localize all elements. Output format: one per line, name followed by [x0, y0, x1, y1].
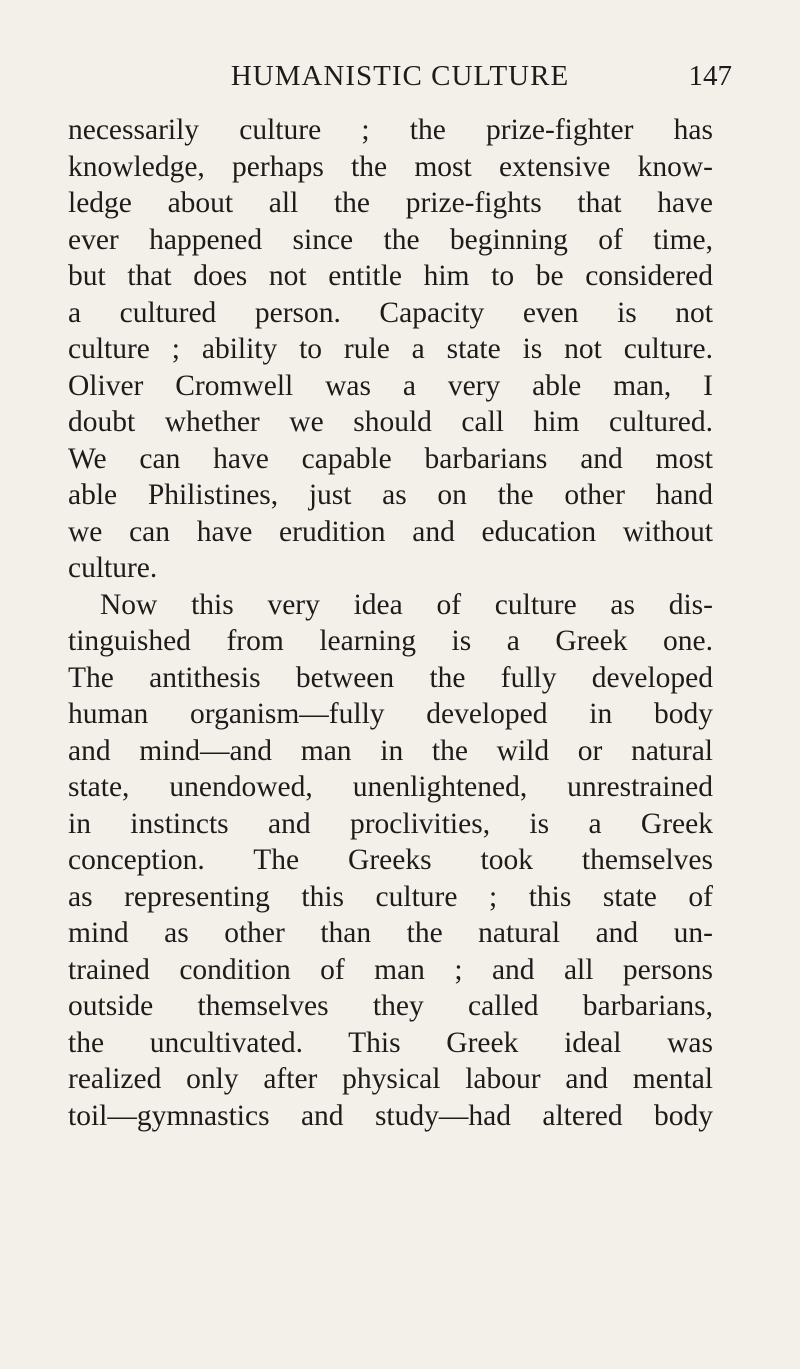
text-line: trained condition of man ; and all persons	[68, 953, 713, 986]
text-line: tinguished from learning is a Greek one.	[68, 625, 713, 657]
text-line: ledge about all the prize-fights that have	[68, 187, 713, 219]
paragraph-end-line: culture.	[68, 552, 158, 584]
text-line: mind as other than the natural and un-	[68, 917, 713, 949]
paragraph-start-line: Now this very idea of culture as dis-	[100, 588, 713, 621]
text-line: state, unendowed, unenlightened, unrestrained	[68, 771, 713, 803]
page-number: 147	[688, 60, 732, 92]
text-line: in instincts and proclivities, is a Greek	[68, 807, 713, 840]
text-line: but that does not entitle him to be considered	[68, 260, 713, 292]
text-line: necessarily culture ; the prize-fighter has	[68, 114, 713, 146]
text-line: culture ; ability to rule a state is not culture.	[68, 333, 713, 365]
text-line: knowledge, perhaps the most extensive know-	[68, 150, 713, 183]
text-line: as representing this culture ; this state of	[68, 880, 713, 913]
text-line: We can have capable barbarians and most	[68, 442, 713, 475]
text-line: Oliver Cromwell was a very able man, I	[68, 369, 713, 402]
text-line: and mind—and man in the wild or natural	[68, 734, 713, 767]
text-line: realized only after physical labour and mental	[68, 1063, 713, 1095]
text-line: a cultured person. Capacity even is not	[68, 296, 713, 329]
text-line: toil—gymnastics and study—had altered body	[68, 1099, 713, 1132]
text-line: able Philistines, just as on the other hand	[68, 479, 713, 511]
text-line: outside themselves they called barbarians,	[68, 990, 713, 1022]
text-line: doubt whether we should call him cultured.	[68, 406, 713, 438]
text-line: human organism—fully developed in body	[68, 698, 713, 730]
text-line: we can have erudition and education without	[68, 515, 713, 548]
running-title: HUMANISTIC CULTURE	[230, 60, 570, 92]
running-head	[60, 56, 740, 96]
text-line: conception. The Greeks took themselves	[68, 844, 713, 876]
text-line: ever happened since the beginning of time,	[68, 223, 713, 256]
text-line: The antithesis between the fully developed	[68, 661, 713, 694]
body-text	[68, 112, 713, 1134]
text-line: the uncultivated. This Greek ideal was	[68, 1026, 713, 1059]
